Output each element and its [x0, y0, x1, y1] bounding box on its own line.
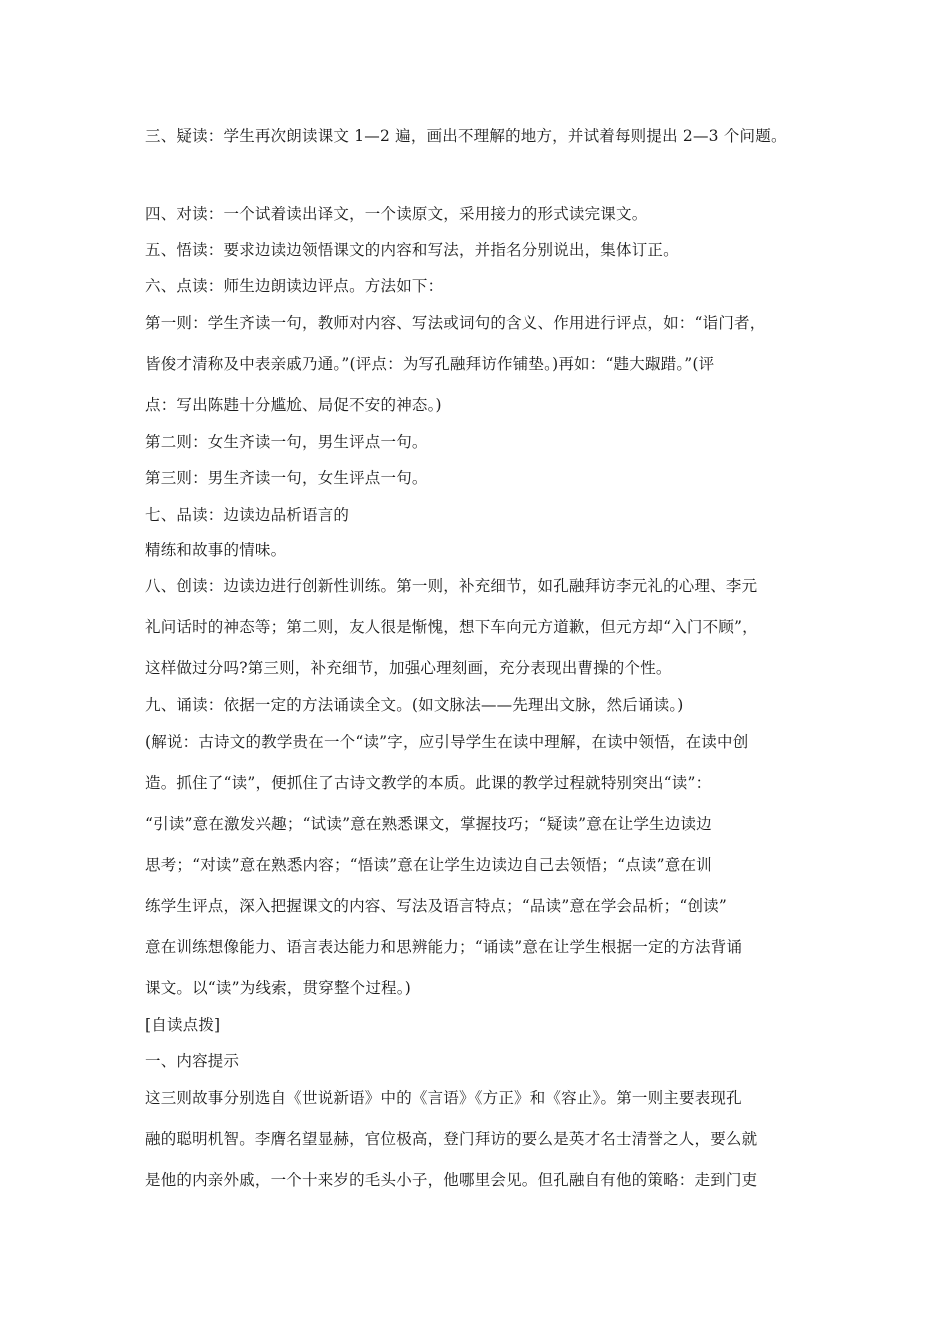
text-line-13: 礼问话时的神态等；第二则，友人很是惭愧，想下车向元方道歉，但元方却“入门不顾”， [145, 618, 758, 636]
text-line-17: 造。抓住了“读”，便抓住了古诗文教学的本质。此课的教学过程就特别突出“读”： [145, 774, 712, 792]
section-heading-self-reading: [自读点拨] [145, 1016, 221, 1034]
text-line-10: 七、品读：边读边品析语言的 [145, 506, 350, 524]
text-line-3: 五、悟读：要求边读边领悟课文的内容和写法，并指名分别说出，集体订正。 [145, 241, 679, 259]
text-line-6: 皆俊才清称及中表亲戚乃通。”(评点：为写孔融拜访作铺垫。)再如：“韪大踧踖。”(评 [145, 355, 715, 373]
text-line-27: 是他的内亲外戚，一个十来岁的毛头小子，他哪里会见。但孔融自有他的策略：走到门吏 [145, 1171, 758, 1189]
text-line-16: (解说：古诗文的教学贵在一个“读”字，应引导学生在读中理解，在读中领悟，在读中创 [145, 733, 749, 751]
text-line-18: “引读”意在激发兴趣；“试读”意在熟悉课文，掌握技巧；“疑读”意在让学生边读边 [145, 815, 712, 833]
text-line-7: 点：写出陈韪十分尴尬、局促不安的神态。) [145, 396, 442, 414]
section-heading-content-hints: 一、内容提示 [145, 1052, 240, 1070]
text-line-8: 第二则：女生齐读一句，男生评点一句。 [145, 433, 428, 451]
text-line-11: 精练和故事的情味。 [145, 541, 287, 559]
text-line-2: 四、对读：一个试着读出译文，一个读原文，采用接力的形式读完课文。 [145, 205, 648, 223]
text-line-20: 练学生评点，深入把握课文的内容、写法及语言特点；“品读”意在学会品析；“创读” [145, 897, 727, 915]
text-line-14: 这样做过分吗?第三则，补充细节，加强心理刻画，充分表现出曹操的个性。 [145, 659, 672, 677]
text-line-15: 九、诵读：依据一定的方法诵读全文。(如文脉法——先理出文脉，然后诵读。) [145, 696, 684, 714]
text-line-26: 融的聪明机智。李膺名望显赫，官位极高，登门拜访的要么是英才名士清誉之人，要么就 [145, 1130, 758, 1148]
text-line-12: 八、创读：边读边进行创新性训练。第一则，补充细节，如孔融拜访李元礼的心理、李元 [145, 577, 758, 595]
text-line-22: 课文。以“读”为线索，贯穿整个过程。) [145, 979, 411, 997]
text-line-25: 这三则故事分别选自《世说新语》中的《言语》《方正》和《容止》。第一则主要表现孔 [145, 1089, 742, 1107]
text-line-4: 六、点读：师生边朗读边评点。方法如下： [145, 277, 444, 295]
text-line-1: 三、疑读：学生再次朗读课文 1—2 遍，画出不理解的地方，并试着每则提出 2—3 个问题。 [145, 127, 787, 145]
text-line-9: 第三则：男生齐读一句，女生评点一句。 [145, 469, 428, 487]
text-line-21: 意在训练想像能力、语言表达能力和思辨能力；“诵读”意在让学生根据一定的方法背诵 [145, 938, 743, 956]
text-line-5: 第一则：学生齐读一句，教师对内容、写法或词句的含义、作用进行评点，如：“诣门者， [145, 314, 766, 332]
text-line-19: 思考；“对读”意在熟悉内容；“悟读”意在让学生边读边自己去领悟；“点读”意在训 [145, 856, 712, 874]
